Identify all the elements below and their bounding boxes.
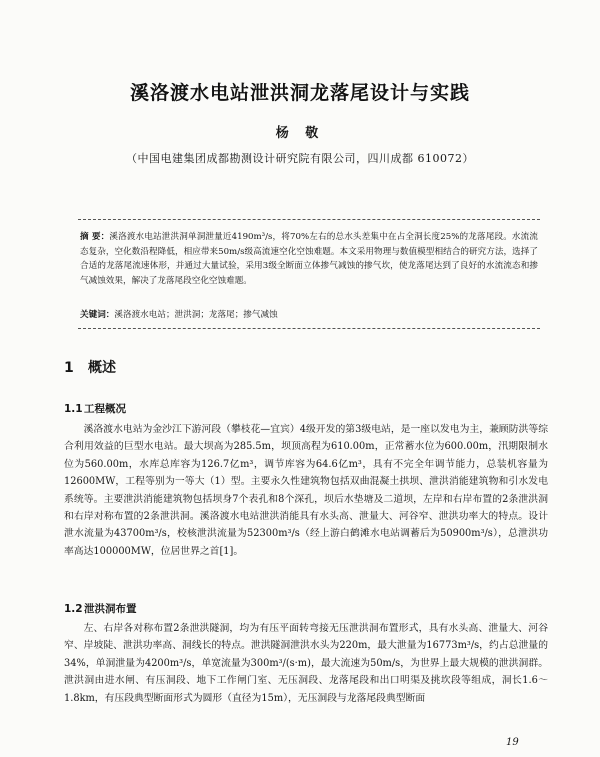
subsection-title: 泄洪洞布置 — [84, 603, 137, 615]
page-number: 19 — [506, 737, 519, 748]
abstract-top-rule — [78, 219, 540, 220]
author-name: 杨 敬 — [275, 126, 325, 141]
abstract-text: 溪洛渡水电站泄洪洞单洞泄量近4190m³/s，将70%左右的总水头差集中在占全洞长度25%的龙落尾段。水流流态复杂，空化数沿程降低，相应带来50m/s级高流速空化空蚀难题。本文采用物理与数值模型相结合的研究方法，选择了合适的龙落尾流速体形，并通过大量试验，采用3级全断面立体掺气减蚀的掺气坎，使龙落尾达到了良好的水流流态和掺气减蚀效果，解决了龙落尾段空化空蚀难题。 — [80, 232, 538, 286]
subsection-number: 1.2 — [64, 603, 83, 615]
author-affiliation: （中国电建集团成都勘测设计研究院有限公司，四川成都 610072） — [126, 152, 474, 165]
abstract-block — [80, 230, 538, 288]
section-number: 1 — [64, 360, 74, 376]
abstract-bottom-rule — [78, 328, 540, 329]
paragraph-spillway-layout: 左、右岸各对称布置2条泄洪隧洞，均为有压平面转弯接无压泄洪洞布置形式，具有水头高、泄量大、河谷窄、岸坡陡、泄洪功率高、洞线长的特点。泄洪隧洞泄洪水头为220m，最大泄量为16773m³/s，约占总泄量的34%，单洞泄量为4200m³/s，单宽流量为300m³/(s·m)，最大流速为50m/s，为世界上最大规模的泄洪洞群。泄洪洞由进水闸、有压洞段、地下工作闸门室、无压洞段、龙落尾段和出口明渠及挑坎段等组成，洞长1.6～1.8km，有压段典型断面形式为圆形（直径为15m），无压洞段与龙落尾段典型断面 — [64, 623, 548, 704]
subsection-number: 1.1 — [64, 403, 83, 415]
subsection-title: 工程概况 — [84, 403, 126, 415]
subsection-heading-1-1 — [64, 401, 126, 416]
section-title: 概述 — [88, 360, 116, 376]
keywords-block — [80, 308, 538, 322]
paper-title: 溪洛渡水电站泄洪洞龙落尾设计与实践 — [129, 82, 470, 104]
paragraph-project-overview: 溪洛渡水电站为金沙江下游河段（攀枝花—宜宾）4级开发的第3级电站，是一座以发电为主，兼顾防洪等综合利用效益的巨型水电站。最大坝高为285.5m，坝顶高程为610.00m，正常蓄水位为600.00m，汛期限制水位为560.00m，水库总库容为126.7亿m³，调节库容为64.6亿m³，具有不完全年调节能力，总装机容量为12600MW，工程等别为一等大（1）型。主要永久性建筑物包括双曲混凝土拱坝、泄洪消能建筑物和引水发电系统等。主要泄洪消能建筑物包括坝身7个表孔和8个深孔，坝后水垫塘及二道坝，左岸和右岸布置的2条泄洪洞和右岸对称布置的2条泄洪洞。溪洛渡水电站泄洪消能具有水头高、泄量大、河谷窄、泄洪功率大的特点。设计泄水流量为43700m³/s，校核泄洪流量为52300m³/s（经上游白鹤滩水电站调蓄后为50900m³/s），总泄洪功率高达100000MW，位居世界之首[1]。 — [64, 424, 548, 557]
keywords-label: 关键词： — [80, 310, 115, 320]
subsection-heading-1-2 — [64, 601, 137, 616]
section-heading — [64, 357, 116, 377]
abstract-label: 摘 要： — [80, 232, 110, 242]
keywords-text: 溪洛渡水电站；泄洪洞；龙落尾；掺气减蚀 — [114, 310, 278, 320]
